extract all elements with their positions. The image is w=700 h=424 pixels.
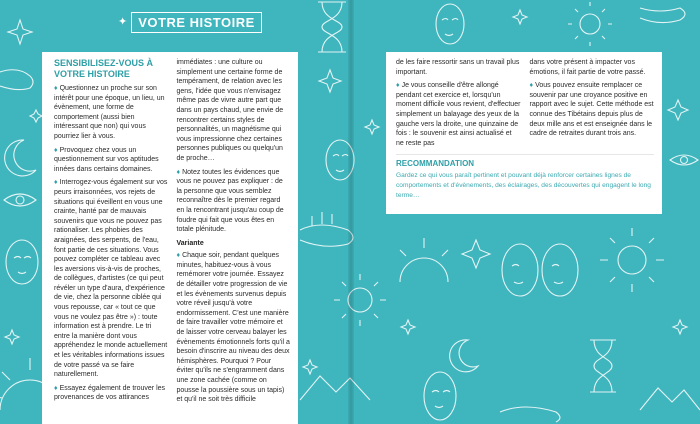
hourglass-icon <box>318 2 346 52</box>
recommendation-box <box>396 154 654 200</box>
star-icon <box>668 100 688 120</box>
sunrise-icon <box>400 238 448 282</box>
star-icon <box>365 120 379 134</box>
sun-icon <box>334 274 386 326</box>
hand-icon <box>0 70 33 90</box>
hand-icon <box>640 8 685 23</box>
hand-icon <box>500 407 560 422</box>
section-title: SENSIBILISEZ-VOUS À VOTRE HISTOIRE <box>54 58 154 79</box>
sparkle-icon <box>8 20 32 44</box>
diamond-bullet-icon: ♦ <box>54 85 58 92</box>
recommendation-title: RECOMMANDATION <box>396 159 475 169</box>
paragraph: dans votre présent à impacter vos émotions, il fait partie de votre passé. <box>529 59 646 76</box>
face-icon <box>424 372 456 420</box>
star-icon <box>673 320 687 334</box>
star-icon <box>513 10 527 24</box>
paragraph: de les faire ressortir sans un travail plus important. <box>396 59 520 76</box>
star-icon <box>462 240 490 268</box>
mountain-icon <box>300 376 370 400</box>
eye-icon <box>670 155 698 165</box>
mountain-icon <box>640 388 700 410</box>
sun-icon <box>568 2 612 46</box>
diamond-bullet-icon: ♦ <box>54 146 58 154</box>
diamond-bullet-icon: ♦ <box>396 82 400 90</box>
variant-label: Variante <box>176 239 204 247</box>
paragraph: ♦ Interrogez-vous également sur vos peurs irraisonnées, vos rejets de situations qui éveillent en vous une crainte, hanté par de mauvais souvenirs que vous ne pouvez pas rationaliser. Les phobies des araignées, des serpents, de l'eau, font partie de ces situations. Vous pouvez compléter ce tableau avec les aversions vis-à-vis de proches, de collègues, d'artistes (ce qui peut révéler un type d'aura, d'expérience de vie, chez la personne ciblée qui vous repousse, car « tout ce que vous ne voulez pas être ») : toute information est à prendre. Le tri entre la manière dont vous appréhendez le monde actuellement et les véritables informations issues de votre passé va se faire naturellement. <box>54 179 168 379</box>
right-page-panel <box>386 52 662 214</box>
recommendation-text: Gardez ce qui vous paraît pertinent et pouvant déjà renforcer certaines lignes de comportements et d'évènements, des éclairages, des découvertes qui engagent le long terme… <box>396 172 651 199</box>
star-icon <box>319 70 341 92</box>
diamond-bullet-icon: ♦ <box>54 384 58 392</box>
book-gutter <box>348 0 354 424</box>
paragraph: ♦ Essayez également de trouver les provenances de vos attirances <box>54 384 166 402</box>
diamond-bullet-icon: ♦ <box>54 179 58 187</box>
diamond-bullet-icon: ♦ <box>529 82 534 90</box>
star-icon <box>303 360 317 374</box>
paragraph: ♦ Chaque soir, pendant quelques minutes, habituez-vous à vous remémorer votre journée. Essayez de détailler votre progression de vie et les évènements survenus depuis votre réveil jusqu'à votre endormissement. C'est une manière de faire travailler votre mémoire et de laisser votre cerveau balayer les évènements émotionnels forts qu'il a besoin d'inscrire au niveau des deux hémisphères. Pourquoi ? Pour éviter qu'ils ne s'engramment dans une zone cachée (comme on pousse la poussière sous un tapis) et qu'il ne soit très difficile <box>176 252 290 404</box>
chapter-heading <box>118 12 262 33</box>
paragraph: ♦ Questionnez un proche sur son intérêt pour une époque, un lieu, un évènement, une forme de comportement (aussi bien intéressant que non) qui vous pourriez lier à vous. <box>54 85 165 140</box>
hand-icon <box>300 212 353 246</box>
left-page-panel <box>42 52 298 424</box>
right-column-1 <box>396 58 521 152</box>
diamond-bullet-icon: ♦ <box>176 168 181 176</box>
paragraph: ♦ Notez toutes les évidences que vous ne pouvez pas expliquer : de la personne que vous semblez reconnaître dès le premier regard en la rencontrant jusqu'au coup de foudre qui fait que vous êtes en totale plénitude. <box>176 168 284 234</box>
left-column-1 <box>54 58 168 409</box>
star-icon <box>401 320 415 334</box>
sparkle-icon: ✦ <box>118 16 128 28</box>
star-icon <box>30 110 42 122</box>
moon-icon <box>450 340 478 372</box>
sun-icon <box>600 228 664 292</box>
face-icon <box>6 240 38 284</box>
left-column-2 <box>177 58 291 409</box>
chapter-title: VOTRE HISTOIRE <box>131 12 262 33</box>
hourglass-icon <box>590 340 616 392</box>
right-column-2 <box>530 58 655 152</box>
paragraph: ♦ Provoquez chez vous un questionnement sur vos aptitudes innées dans certains domaines. <box>54 146 159 173</box>
moon-icon <box>5 140 36 176</box>
twin-faces-icon <box>502 244 578 296</box>
paragraph: ♦ Je vous conseille d'être allongé pendant cet exercice et, lorsqu'un moment difficile vous revient, d'effectuer simplement un balayage des yeux de la gauche vers la droite, une quinzaine de fois : le souvenir est ainsi actualisé et ne reste pas <box>396 82 521 147</box>
face-icon <box>436 4 464 44</box>
paragraph: ♦ Vous pouvez ensuite remplacer ce souvenir par une croyance positive en rapport avec le sujet. Cette méthode est connue des Tibétains depuis plus de deux mille ans et est enseignée dans le cadre de retraites durant trois ans. <box>529 82 654 138</box>
diamond-bullet-icon: ♦ <box>176 252 181 260</box>
paragraph: immédiates : une culture ou simplement une certaine forme de tempérament, de relation avec les gens, l'idée que vous n'envisagez même pas de vivre autre part que dans un pays chaud, une envie de rencontrer certains styles de personnalités, un magnétisme qui vous impressionne chez certaines personnes publiques ou quelqu'un de proche… <box>176 59 284 162</box>
star-icon <box>5 330 19 344</box>
eye-icon <box>4 194 36 206</box>
